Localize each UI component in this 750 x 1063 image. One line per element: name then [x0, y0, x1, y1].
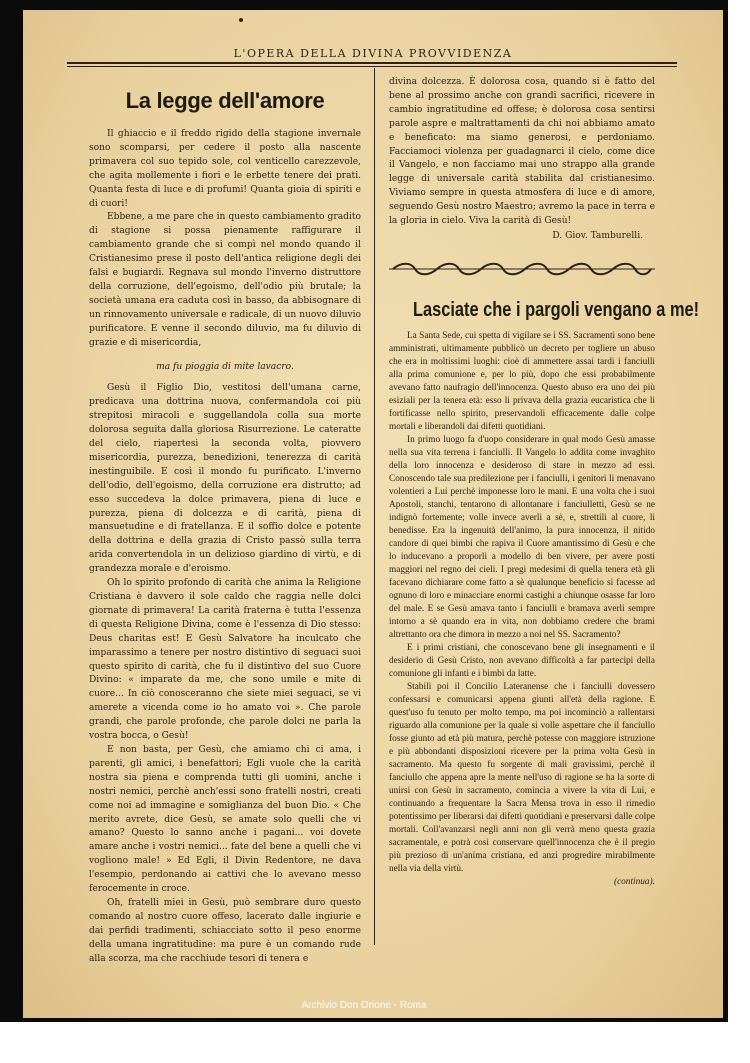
column-divider	[374, 68, 375, 945]
right-column	[389, 76, 700, 889]
article-title-pargoli: Lasciate che i pargoli vengano a me!	[412, 298, 700, 321]
header-rule	[67, 62, 677, 64]
author-signature: D. Giov. Tamburelli.	[552, 230, 643, 241]
magazine-page	[23, 10, 723, 1018]
decorative-divider	[389, 262, 655, 276]
article-paragraph: Ebbene, a me pare che in questo cambiamento gradito di stagione si possa pienamente raffigurare il cambiamento grande che si compì nel mondo quando il Cristianesimo prese il posto dell'antica religione degli dei falsi e bugiardi. Regnava sul mondo l'inverno distruttore della corruzione, dell'egoismo, dell'odio più brutale; la società umana era caduta così in basso, da abbisognare di un rinnovamento universale e radicale, di un nuovo diluvio purificatore. E venne il secondo diluvio, ma fu diluvio di grazie e di misericordia,	[89, 212, 361, 348]
article-paragraph: E i primi cristiani, che conoscevano bene gli insegnamenti e il desiderio di Gesù Cristo, non avevano difficoltà a far partecipi della comunione gli infanti e i bimbi da latte.	[389, 642, 655, 679]
article-paragraph: E non basta, per Gesù, che amiamo chi ci ama, i parenti, gli amici, i benefattori; Egli vuole che la carità nostra sia piena e comprenda tutti gli uomini, anche i nostri nemici, perchè anch'essi sono fratelli nostri, creati come noi ad immagine e somiglianza del buon Dio. « Che merito avrete, dice Gesù, se amate solo quelli che vi amano? Questo lo sanno anche i pagani... voi dovete amare anche i vostri nemici... fate del bene a quelli che vi vogliono male! » Ed Egli, il Divin Redentore, ne dava l'esempio, perdonando ai cattivi che lo avevano messo ferocemente in croce.	[89, 744, 361, 895]
archive-credit: Archivio Don Orione - Roma	[301, 1000, 427, 1011]
scroll-ornament-icon	[389, 262, 655, 276]
article-paragraph: La Santa Sede, cui spetta di vigilare se i SS. Sacramenti sono bene amministrati, ultimamente pubblicò un decreto per togliere un abuso che era in moltissimi luoghi: cioè di ammettere assai tardi i fanciulli alla prima comunione e, per lo più, dopo che essi probabilmente avevano fatto naufragio dell'innocenza. Questo abuso era uno dei più esiziali per la tenera età: esso li privava della grazia eucaristica che li fortificasse nello spirito, preservandoli efficacemente dalle colpe mortali e liberandoli dai difetti quotidiani.	[389, 330, 655, 432]
article-body-pargoli	[389, 330, 655, 889]
ink-speck	[239, 18, 243, 22]
left-column	[89, 76, 361, 966]
verse-quote: ma fu pioggia di mite lavacro.	[156, 361, 294, 372]
continued-marker: (continua).	[613, 876, 655, 887]
article-title-legge-amore: La legge dell'amore	[125, 88, 325, 113]
header-rule-thin	[67, 66, 677, 67]
article-paragraph: Oh, fratelli miei in Gesù, può sembrare duro questo comando al nostro cuore offeso, lacerato dalle ingiurie e dai perfidi tradimenti, schiacciato sotto il peso enorme della umana ingratitudine: ma pure è un comando rude alla scorza, ma che racchiude tesori di tenera e	[89, 897, 361, 964]
article-paragraph: Stabilì poi il Concilio Lateranense che i fanciulli dovessero confessarsi e comunicarsi appena giunti all'età della ragione. E quest'uso fu tenuto per molto tempo, ma poi incominciò a rallentarsi riguardo alla comunione per la quale si volle aspettare che il fanciullo fosse giunto ad età più matura, perchè potesse con maggiore istruzione e più abbondanti disposizioni ricevere per la prima volta Gesù in sacramento. Ma questo fu sorgente di mali gravissimi, perchè il fanciullo che appena apre la mente nell'uso di ragione se ha la sorte di unirsi con Gesù in sacramento, comincia a vivere la vita di Lui, e continuando a frequentare la Sacra Mensa trova in esso il rimedio potentissimo per liberarsi dai difetti quotidiani e preservarsi dalle colpe mortali. Coll'avanzarsi negli anni non gli verrà meno questa grazia sacramentale, e potrà così conservare quell'innocenza che è il pregio più prezioso di un'anima cristiana, ed anzi progredire mirabilmente nella via della virtù.	[389, 681, 655, 874]
running-header: L'OPERA DELLA DIVINA PROVVIDENZA	[233, 47, 513, 60]
article-paragraph: In primo luogo fa d'uopo considerare in qual modo Gesù amasse nella sua vita terrena i fanciulli. Il Vangelo lo addita come invaghito della loro innocenza e desideroso di stare in mezzo ad essi. Conoscendo tale sua predilezione per i fanciulli, i genitori li menavano volentieri a Lui perchè imponesse loro le mani. E una volta che i suoi Apostoli, stanchi, tentarono di allontanare i fanciulletti, Gesù se ne indignò fortemente; volle invece averli a sè, e, strettili al cuore, li benedisse. Era la ingenuità dell'animo, la pura innocenza, il nitido candore di quei bimbi che rapiva il Cuore amantissimo di Gesù e che lo inducevano a proporli a modello di ben vivere, per avere posti maggiori nel regno dei cieli. I pregi medesimi di quella tenera età gli facevano dichiarare come fatto a sè qualunque beneficio si facesse ad ognuno di loro e minacciare enormi castighi a chiunque osasse far loro del male. E se Gesù amava tanto i fanciulli e bramava averli sempre intorno a sè quando era in vita, non dobbiamo credere che brami altrettanto ora che dimora in mezzo a noi nel SS. Sacramento?	[389, 434, 655, 640]
article-paragraph: Oh lo spirito profondo di carità che anima la Religione Cristiana è davvero il sole caldo che raggia nelle dolci giornate di primavera! La carità fraterna è tutta l'essenza di questa Religione Divina, come è l'essenza di Dio stesso: Deus charitas est! E Gesù Salvatore ha inculcato che imparassimo a tenere per nostro distintivo di seguaci suoi questo spirito di carità, che fu il distintivo del suo Cuore Divino: « imparate da me, che sono umile e mite di cuore... In ciò conosceranno che siete miei seguaci, se vi amerete a vicenda come io ho amato voi ». Che parole grandi, che parole profonde, che parole dolci ne parla la vostra bocca, o Gesù!	[89, 578, 361, 742]
article-continuation-paragraph: divina dolcezza. È dolorosa cosa, quando si è fatto del bene al prossimo anche con grandi sacrifici, ricevere in cambio ingratitudine ed offese; è dolorosa cosa sentirsi parole aspre e maltrattamenti da chi noi abbiamo amato e beneficato: ma siamo generosi, e perdoniamo. Facciamoci violenza per guadagnarci il cielo, come dice il Vangelo, e non facciamo mai uno strappo alla grande legge di universale carità stabilita dal cristianesimo. Viviamo sempre in questa atmosfera di luce e di amore, seguendo Gesù nostro Maestro; avremo la pace in terra e la gloria in cielo. Viva la carità di Gesù!	[389, 77, 655, 227]
article-paragraph: Gesù il Figlio Dio, vestitosi dell'umana carne, predicava una dottrina nuova, confermandola coi più strepitosi miracoli e suggellandola colla sua morte dolorosa seguita dalla gloriosa Risurrezione. Le cateratte del cielo, riapertesi la seconda volta, piovvero misericordia, purezza, benedizioni, tenerezza di carità inestinguibile. E così il mondo fu purificato. L'inverno dell'odio, dell'egoismo, della corruzione era distrutto; ad esso succedeva la dolce primavera, piena di luce e purezza, piena di dolcezza e di carità, piena di mansuetudine e di fratellanza. E il soffio dolce e potente della dottrina e della grazia di Cristo passò sulla terra arida convertendola in un delizioso giardino di virtù, e di grandezza morale e d'eroismo.	[89, 383, 361, 575]
article-paragraph: Il ghiaccio e il freddo rigido della stagione invernale sono scomparsi, per cedere il posto alla nascente primavera col suo tepido sole, col venticello carezzevole, che agita mollemente i fiori e le erbette tenere dei prati. Quanta festa di luce e di profumi! Quanta gioia di spiriti e di cuori!	[89, 129, 361, 209]
